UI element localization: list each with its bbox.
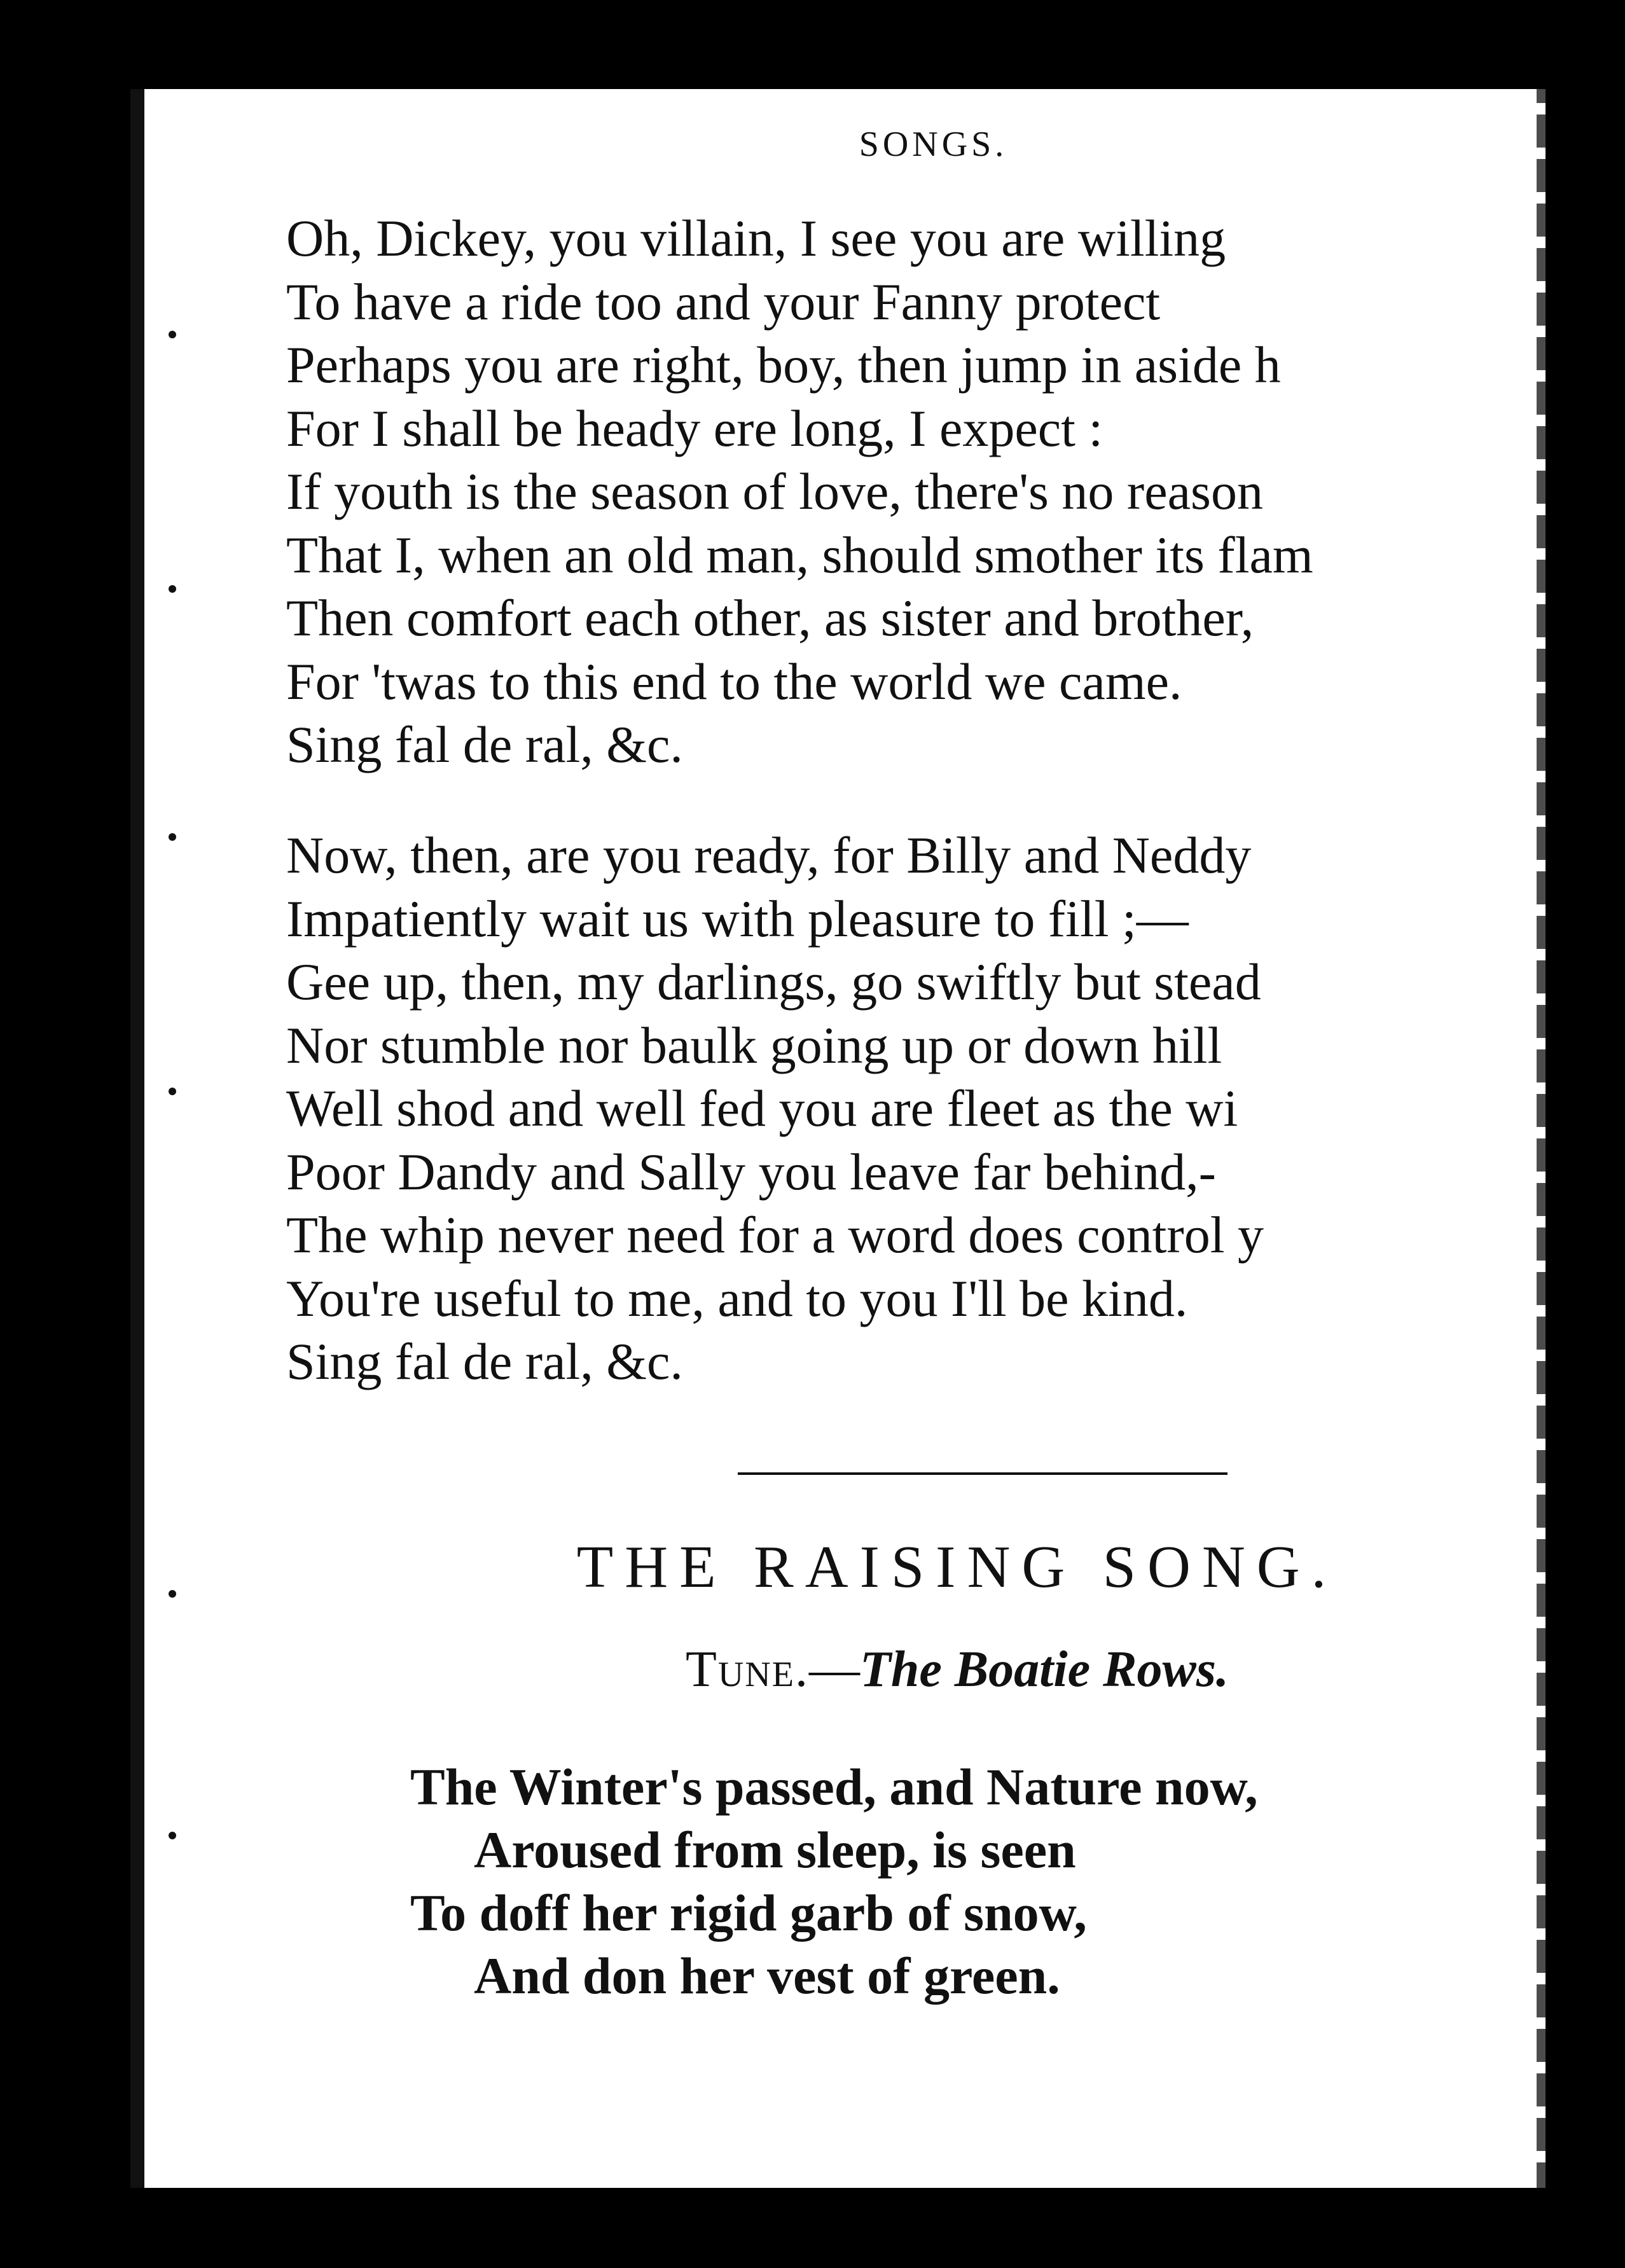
song-title: THE RAISING SONG. (576, 1534, 1338, 1600)
verse-line: Impatiently wait us with pleasure to fill ;— (286, 889, 1189, 948)
tune-separator: — (808, 1642, 860, 1698)
verse-line: Poor Dandy and Sally you leave far behind,- (286, 1142, 1216, 1201)
verse-line: Aroused from sleep, is seen (474, 1821, 1076, 1879)
verse-line: Gee up, then, my darlings, go swiftly but stead (286, 953, 1261, 1011)
verse-line: Then comfort each other, as sister and brother, (286, 589, 1254, 647)
margin-dot (169, 833, 176, 841)
verse-line: That I, when an old man, should smother its flam (286, 525, 1313, 584)
verse-line: Perhaps you are right, boy, then jump in aside h (286, 336, 1281, 394)
stanza-2 (286, 824, 1545, 1393)
running-header: SONGS. (859, 125, 1008, 164)
margin-dot (169, 585, 176, 593)
refrain-line: Sing fal de ral, &c. (286, 716, 683, 773)
verse-line: And don her vest of green. (474, 1947, 1060, 2005)
verse-line: Nor stumble nor baulk going up or down hill (286, 1016, 1222, 1074)
margin-dot (169, 1088, 176, 1095)
tune-name: The Boatie Rows. (859, 1642, 1229, 1698)
tune-line (448, 1641, 1466, 1699)
verse-line: Well shod and well fed you are fleet as the wi (286, 1079, 1238, 1137)
stanza-1 (286, 207, 1545, 777)
stanza-3 (410, 1755, 1258, 2007)
book-page (130, 89, 1545, 2188)
verse-line: The whip never need for a word does control y (286, 1206, 1264, 1264)
verse-line: Oh, Dickey, you villain, I see you are willing (286, 209, 1226, 267)
margin-dot (169, 1832, 176, 1839)
section-divider (738, 1472, 1227, 1475)
verse-line: For 'twas to this end to the world we came. (286, 652, 1182, 710)
verse-line: To have a ride too and your Fanny protect (286, 272, 1161, 331)
verse-line: The Winter's passed, and Nature now, (410, 1758, 1258, 1816)
verse-line: If youth is the season of love, there's no reason (286, 462, 1263, 520)
margin-dot (169, 331, 176, 338)
refrain-line: Sing fal de ral, &c. (286, 1332, 683, 1390)
page-spine-edge (130, 89, 144, 2188)
margin-dot (169, 1590, 176, 1598)
verse-line: To doff her rigid garb of snow, (410, 1884, 1087, 1942)
verse-line: For I shall be heady ere long, I expect : (286, 399, 1103, 457)
tune-label: Tune. (685, 1642, 809, 1698)
verse-line: Now, then, are you ready, for Billy and Neddy (286, 826, 1252, 884)
verse-line: You're useful to me, and to you I'll be kind. (286, 1269, 1188, 1327)
